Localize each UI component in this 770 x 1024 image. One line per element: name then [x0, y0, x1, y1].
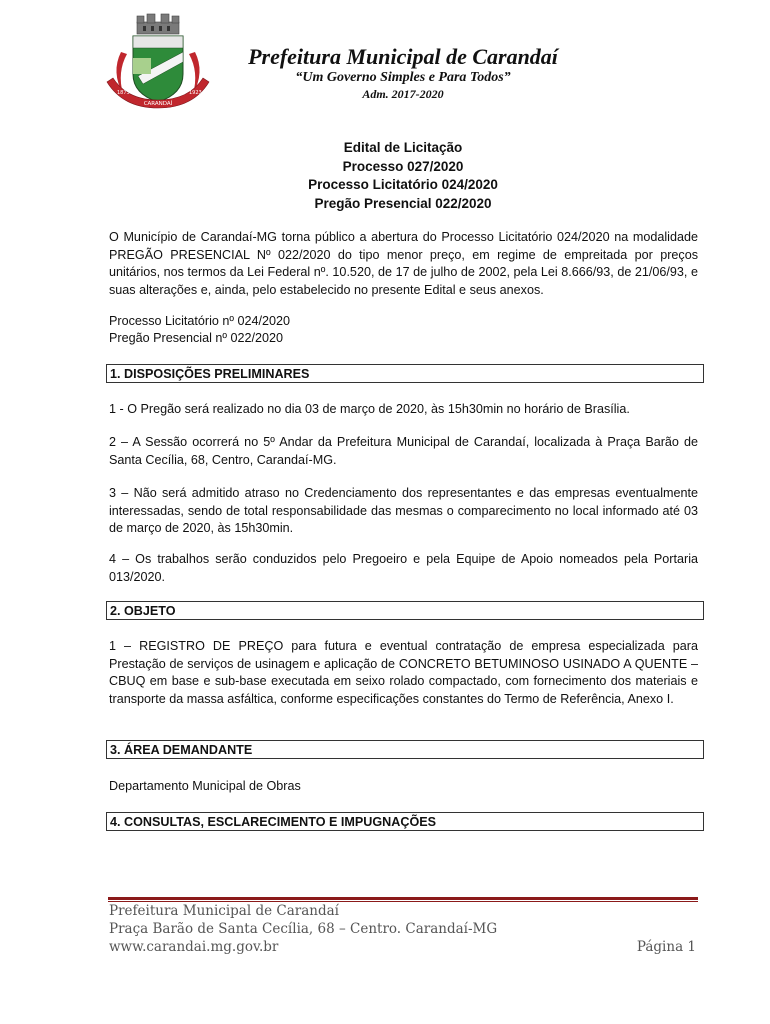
section-1-item-2: 2 – A Sessão ocorrerá no 5º Andar da Prefeitura Municipal de Carandaí, localizada à Praça Barão de Santa Cecília, 68, Centro, Carandaí-MG. — [109, 435, 698, 467]
footer-rule-thin — [108, 901, 698, 902]
process-ref-line-2: Pregão Presencial nº 022/2020 — [109, 331, 284, 345]
crest-ribbon-center: CARANDAÍ — [143, 101, 173, 107]
municipal-crest-logo — [103, 12, 213, 110]
section-title-3: 3. ÁREA DEMANDANTE — [106, 740, 704, 759]
process-ref-line-1: Processo Licitatório nº 024/2020 — [109, 314, 291, 328]
crest-ribbon-left: 1873 — [117, 90, 130, 96]
footer-website: www.carandai.mg.gov.br — [109, 939, 279, 955]
heading-line-4: Pregão Presencial 022/2020 — [314, 195, 492, 211]
header-motto: “Um Governo Simples e Para Todos” — [295, 70, 511, 85]
crest-ribbon-right: 1923 — [189, 90, 202, 96]
section-1-item-4: 4 – Os trabalhos serão conduzidos pelo Pregoeiro e pela Equipe de Apoio nomeados pela Portaria 013/2020. — [109, 552, 698, 584]
heading-line-2: Processo 027/2020 — [342, 158, 464, 174]
page-number: Página 1 — [636, 939, 696, 955]
intro-paragraph: O Município de Carandaí-MG torna público a abertura do Processo Licitatório 024/2020 na modalidade PREGÃO PRESENCIAL Nº 022/2020 do tipo menor preço, em regime de empreitada por preços unitários, nos termos da Lei Federal nº. 10.520, de 17 de julho de 2002, pela Lei 8.666/93, de 21/06/93, e suas alterações e, ainda, pelo estabelecido no presente Edital e seus anexos. — [109, 230, 698, 297]
header-title: Prefeitura Municipal de Carandaí — [248, 44, 558, 69]
section-1-item-3: 3 – Não será admitido atraso no Credenciamento dos representantes e das empresas eventualmente interessadas, sendo de total responsabilidade das mesmas o comparecimento no local informado até 03 de março de 2020, às 15h30min. — [109, 486, 698, 535]
heading-line-1: Edital de Licitação — [343, 140, 463, 155]
section-title-1: 1. DISPOSIÇÕES PRELIMINARES — [106, 364, 704, 383]
footer-line-1: Prefeitura Municipal de Carandaí — [109, 903, 339, 919]
footer-rule-thick — [108, 897, 698, 900]
document-heading — [200, 139, 606, 213]
section-2-item-1: 1 – REGISTRO DE PREÇO para futura e eventual contratação de empresa especializada para Prestação de serviços de usinagem e aplicação de CONCRETO BETUMINOSO USINADO A QUENTE – CBUQ em base e sub-base executada em seixo rolado compactado, com fornecimento dos materiais e transporte da massa asfáltica, conforme especificações constantes do Termo de Referência, Anexo I. — [109, 639, 698, 706]
section-title-2: 2. OBJETO — [106, 601, 704, 620]
section-1-item-1: 1 - O Pregão será realizado no dia 03 de março de 2020, às 15h30min no horário de Brasília. — [109, 402, 630, 416]
footer-line-2: Praça Barão de Santa Cecília, 68 – Centro. Carandaí-MG — [109, 921, 498, 937]
heading-line-3: Processo Licitatório 024/2020 — [308, 177, 498, 192]
header-administration: Adm. 2017-2020 — [362, 87, 444, 101]
section-3-item-1: Departamento Municipal de Obras — [109, 779, 301, 793]
section-title-4: 4. CONSULTAS, ESCLARECIMENTO E IMPUGNAÇÕES — [106, 812, 704, 831]
